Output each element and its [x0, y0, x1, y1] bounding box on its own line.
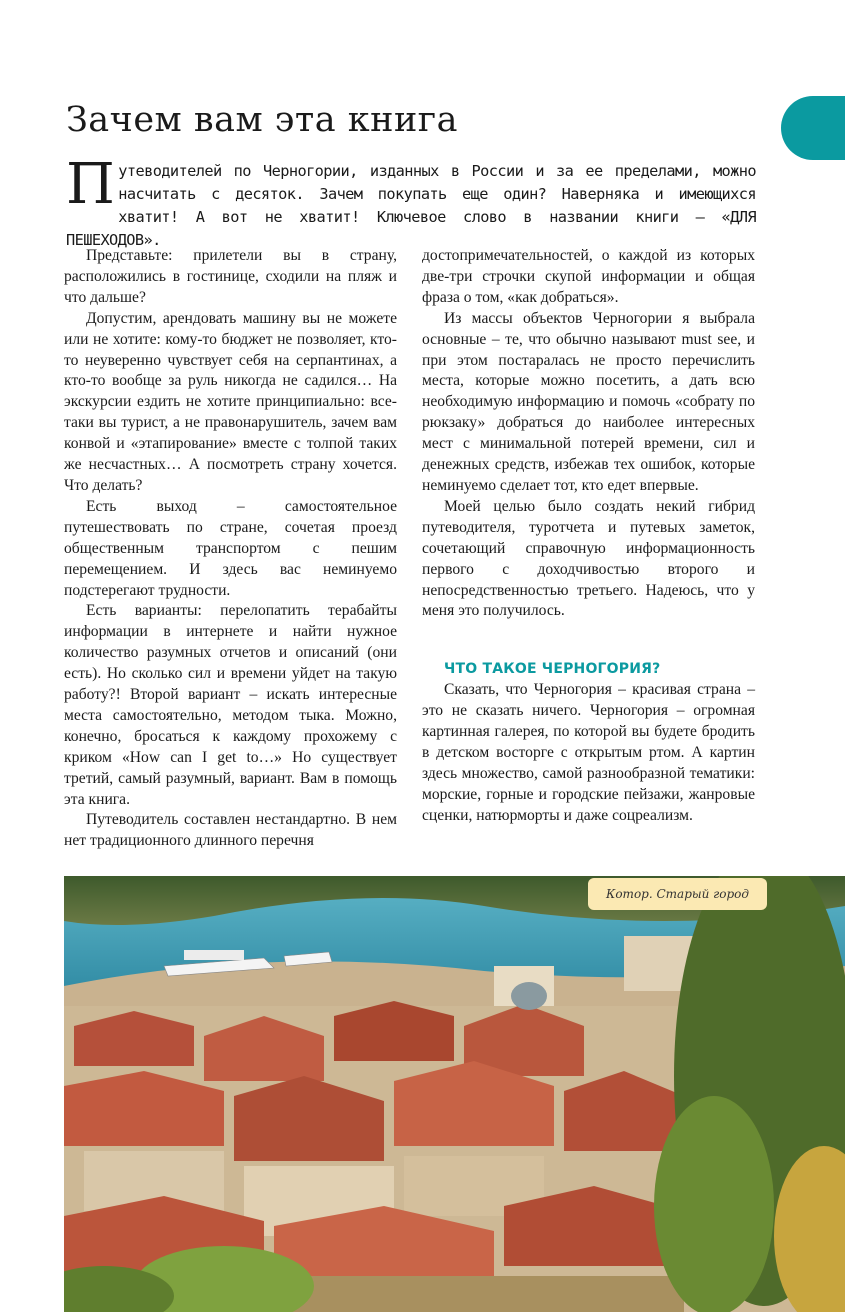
paragraph: Есть варианты: перелопатить терабайты информации в интернете и найти нужное количество разумных отчетов и описаний (они есть). Но сколько сил и времени уйдет на такую работу?! Второй вариант – искать интересные места самостоятельно, методом тыка. Можно, конечно, бросаться к каждому прохожему с криком «How can I get to…» Но существует третий, самый разумный, вариант. Вам в помощь эта книга.	[64, 602, 397, 808]
kotor-photo	[64, 876, 845, 1312]
photo-caption: Котор. Старый город	[588, 878, 767, 910]
dropcap-letter: П	[66, 152, 115, 217]
page-title: Зачем вам эта книга	[66, 100, 458, 140]
paragraph: Есть выход – самостоятельное путешествовать по стране, сочетая проезд общественным транспортом с пешим перемещением. И здесь вас неминуемо подстерегают трудности.	[64, 497, 397, 599]
paragraph: Допустим, арендовать машину вы не можете или не хотите: кому-то бюджет не позволяет, кто-то неуверенно чувствует себя на серпантинах, а кто-то вообще за руль никогда не садился… На экскурсии ездить не хотите принципиально: все-таки вы турист, а не правонарушитель, зачем вам конвой и «этапирование» вместе с толпой таких же несчастных… А посмотреть страну хочется. Что делать?	[64, 309, 397, 494]
chapter-tab	[781, 96, 845, 160]
section-paragraph: Сказать, что Черногория – красивая страна – это не сказать ничего. Черногория – огромная картинная галерея, по которой вы будете бродить в детском восторге с открытым ртом. А картин здесь множество, самой разнообразной тематики: морские, горные и городские пейзажи, жанровые сценки, натюрморты и даже соцреализм.	[422, 681, 755, 824]
right-column	[422, 246, 755, 827]
section-heading: ЧТО ТАКОЕ ЧЕРНОГОРИЯ?	[444, 661, 661, 678]
paragraph: Представьте: прилетели вы в страну, расположились в гостинице, сходили на пляж и что дальше?	[64, 247, 397, 306]
intro-paragraph	[66, 152, 756, 252]
paragraph: Моей целью было создать некий гибрид путеводителя, туротчета и путевых заметок, сочетающий справочную информационность первого с доходчивостью второго и непосредственностью третьего. Надеюсь, что у меня это получилось.	[422, 497, 755, 620]
paragraph-continued: достопримечательностей, о каждой из которых две-три строчки скупой информации и общая фраза о том, «как добраться».	[422, 247, 755, 306]
paragraph: Из массы объектов Черногории я выбрала основные – те, что обычно называют must see, и при этом постаралась не просто перечислить места, которые можно посетить, а дать всю необходимую информацию и помочь «собрату по рюкзаку» добраться до наиболее интересных мест с минимальной потерей времени, сил и денежных средств, избежав тех ошибок, которые неминуемо сделает тот, кто едет впервые.	[422, 309, 755, 494]
paragraph: Путеводитель составлен нестандартно. В нем нет традиционного длинного перечня	[64, 811, 397, 850]
left-column	[64, 246, 397, 852]
intro-text: утеводителей по Черногории, изданных в России и за ее пределами, можно насчитать с десяток. Зачем покупать еще один? Наверняка и имеющихся хватит! А вот не хватит! Ключевое слово в названии книги – «ДЛЯ ПЕШЕХОДОВ».	[66, 162, 756, 249]
